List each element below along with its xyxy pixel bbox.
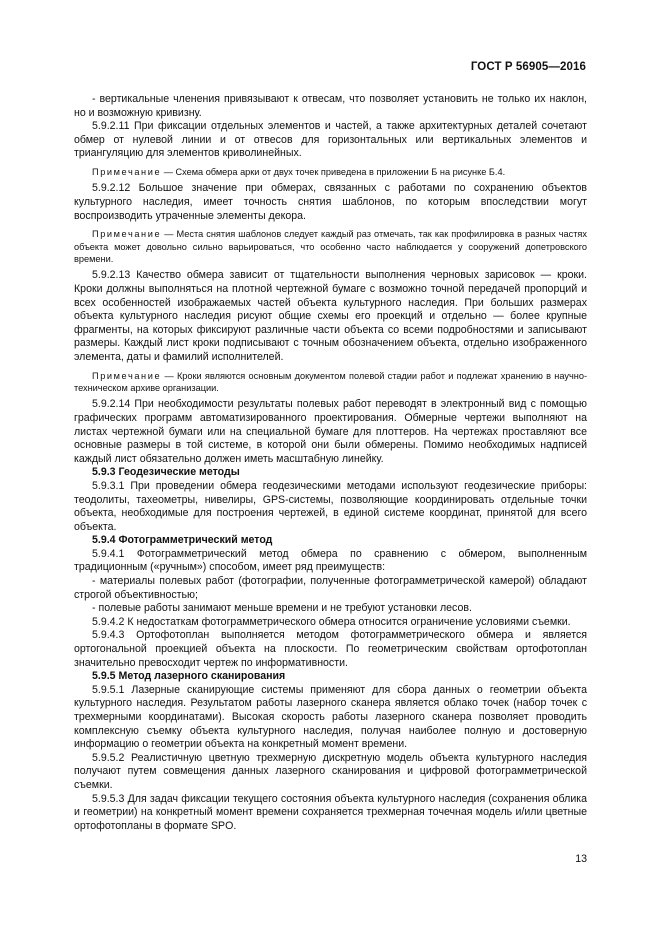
section-heading: 5.9.4 Фотограмметрический метод: [92, 534, 273, 547]
note-label: Примечание: [92, 229, 162, 240]
paragraph: - вертикальные членения привязывают к отвесам, что позволяет установить не только их наклон, но и возможную кривизну.: [74, 93, 587, 119]
paragraph: 5.9.5.1 Лазерные сканирующие системы применяют для сбора данных о геометрии объекта культурного наследия. Результатом работы лазерного сканера является облако точек (набор точек с трехмерными координатами). Высокая скорость работы лазерного сканера позволяет проводить комплексную съемку объекта культурного наследия, получая наиболее полную и достоверную информацию о геометрии объекта на конкретный момент времени.: [74, 683, 587, 751]
paragraph: 5.9.4.1 Фотограмметрический метод обмера по сравнению с обмером, выполненным традиционным («ручным») способом, имеет ряд преимуществ:: [74, 547, 587, 574]
paragraph: 5.9.2.13 Качество обмера зависит от тщательности выполнения черновых зарисовок — кроки. Кроки должны выполняться на плотной чертежной бумаге с возможно точной передачей пропорций и всех особенностей изображаемых частей объекта культурного наследия. При больших размерах объекта культурного наследия рисуют общие схемы его проекций и отдельно — более крупные фрагменты, на которых фиксируют различные части объекта со всеми подробностями и записывают размеры. Каждый лист кроки подписывают с точным обозначением объекта, отдельно изображенного элемента, даты и фамилий исполнителей.: [74, 269, 587, 363]
paragraph: 5.9.5.3 Для задач фиксации текущего состояния объекта культурного наследия (сохранения облика и геометрии) на конкретный момент времени сохраняется трехмерная точечная модель и/или цветные ортофотопланы в формате SPO.: [74, 792, 587, 832]
page-number: 13: [575, 853, 587, 865]
paragraph: 5.9.4.2 К недостаткам фотограмметрического обмера относится ограничение условиями съемки.: [92, 615, 571, 628]
note-label: Примечание: [92, 370, 162, 381]
note: Примечание — Кроки являются основным документом полевой стадии работ и подлежат хранению в научно-техническом архиве организации.: [74, 370, 587, 393]
paragraph: 5.9.2.12 Большое значение при обмерах, связанных с работами по сохранению объектов культурного наследия, имеет точность снятия шаблонов, по которым впоследствии могут воспроизводить утраченные элементы декора.: [74, 182, 587, 222]
page-content: [74, 93, 587, 833]
paragraph: 5.9.2.14 При необходимости результаты полевых работ переводят в электронный вид с помощью графических программ автоматизированного проектирования. Обмерные чертежи выполняют на листах чертежной бумаги или на специальной бумаге для плоттеров. На чертежах проставляют все основные размеры в той системе, в которой они были обмерены. Помимо необходимых надписей каждый лист обязательно должен иметь масштабную линейку.: [74, 398, 587, 465]
section-heading: 5.9.5 Метод лазерного сканирования: [92, 670, 286, 683]
paragraph: 5.9.5.2 Реалистичную цветную трехмерную дискретную модель объекта культурного наследия получают путем совмещения данных лазерного сканирования и цифровой фотограмметрической съемки.: [74, 751, 587, 791]
document-code: ГОСТ Р 56905—2016: [470, 61, 586, 73]
list-item: - полевые работы занимают меньше времени и не требуют установки лесов.: [92, 602, 472, 615]
note: Примечание — Схема обмера арки от двух точек приведена в приложении Б на рисунке Б.4.: [92, 166, 506, 177]
paragraph: 5.9.3.1 При проведении обмера геодезическими методами используют геодезические приборы: теодолиты, тахеометры, нивелиры, GPS-системы, позволяющие координировать отдельные точки объекта, необходимые для построения чертежей, в единой системе координат, принятой для всего объекта.: [74, 479, 587, 533]
note: Примечание — Места снятия шаблонов следует каждый раз отмечать, так как профилировка в разных частях объекта может довольно сильно варьироваться, что особенно часто наблюдается у сооружений допетровского времени.: [74, 229, 588, 264]
note-text: Кроки являются основным документом полевой стадии работ и подлежат хранению в научно-техническом архиве организации.: [74, 370, 587, 393]
list-item: - материалы полевых работ (фотографии, полученные фотограмметрической камерой) обладают строгой объективностью;: [74, 575, 587, 601]
paragraph: 5.9.4.3 Ортофотоплан выполняется методом фотограмметрического обмера и является ортогональной проекцией объекта на плоскости. По геометрическим свойствам ортофотоплан значительно превосходит чертеж по информативности.: [74, 629, 587, 669]
note-text: Схема обмера арки от двух точек приведена в приложении Б на рисунке Б.4.: [175, 166, 506, 177]
note-text: Места снятия шаблонов следует каждый раз отмечать, так как профилировка в разных частях объекта может довольно сильно варьироваться, что особенно часто наблюдается у сооружений допетровского времени.: [74, 229, 588, 264]
paragraph: 5.9.2.11 При фиксации отдельных элементов и частей, а также архитектурных деталей сочетают обмер от нулевой линии и от отвесов для горизонтальных или вертикальных элементов и триангуляцию для элементов криволинейных.: [74, 120, 587, 160]
note-label: Примечание: [92, 166, 162, 177]
section-heading: 5.9.3 Геодезические методы: [92, 466, 240, 479]
